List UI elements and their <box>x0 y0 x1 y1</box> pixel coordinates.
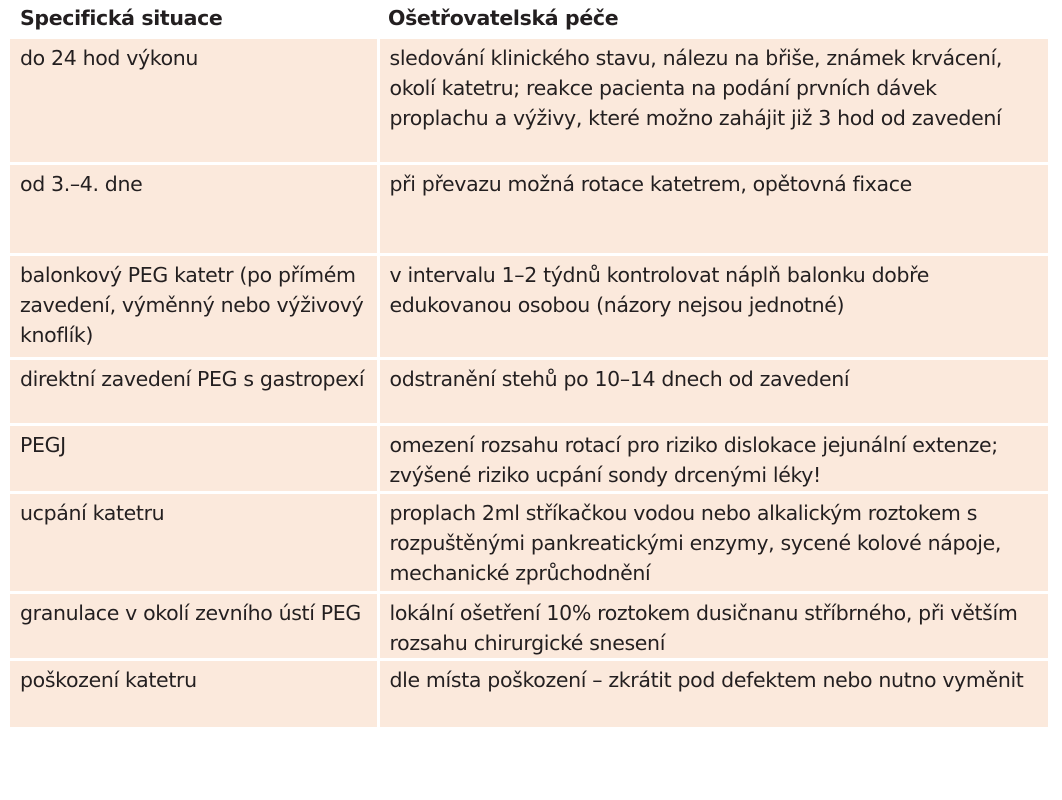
table-row <box>10 359 1048 425</box>
care-cell: dle místa poškození – zkrátit pod defektem nebo nutno vyměnit <box>378 660 1048 729</box>
table-row <box>10 593 1048 660</box>
situation-cell: PEGJ <box>10 425 378 493</box>
situation-cell: balonkový PEG katetr (po přímém zavedení, výměnný nebo výživový knoflík) <box>10 255 378 359</box>
situation-cell: granulace v okolí zevního ústí PEG <box>10 593 378 660</box>
care-cell: v intervalu 1–2 týdnů kontrolovat náplň balonku dobře edukovanou osobou (názory nejsou jednotné) <box>378 255 1048 359</box>
header-situation: Specifická situace <box>10 0 378 38</box>
header-care: Ošetřovatelská péče <box>378 0 1048 38</box>
care-cell: proplach 2ml stříkačkou vodou nebo alkalickým roztokem s rozpuštěnými pankreatickými enzymy, sycené kolové nápoje, mechanické zprůchodnění <box>378 493 1048 593</box>
table-row <box>10 164 1048 255</box>
situation-cell: poškození katetru <box>10 660 378 729</box>
table-row <box>10 425 1048 493</box>
table-row <box>10 38 1048 164</box>
care-cell: omezení rozsahu rotací pro riziko dislokace jejunální extenze; zvýšené riziko ucpání sondy drcenými léky! <box>378 425 1048 493</box>
situation-cell: do 24 hod výkonu <box>10 38 378 164</box>
care-cell: při převazu možná rotace katetrem, opětovná fixace <box>378 164 1048 255</box>
table-row <box>10 660 1048 729</box>
situation-cell: direktní zavedení PEG s gastropexí <box>10 359 378 425</box>
nursing-care-table <box>10 0 1048 730</box>
care-cell: sledování klinického stavu, nálezu na břiše, známek krvácení, okolí katetru; reakce pacienta na podání prvních dávek proplachu a výživy, které možno zahájit již 3 hod od zavedení <box>378 38 1048 164</box>
situation-cell: od 3.–4. dne <box>10 164 378 255</box>
care-cell: odstranění stehů po 10–14 dnech od zavedení <box>378 359 1048 425</box>
table-row <box>10 255 1048 359</box>
situation-cell: ucpání katetru <box>10 493 378 593</box>
care-cell: lokální ošetření 10% roztokem dusičnanu stříbrného, při větším rozsahu chirurgické snesení <box>378 593 1048 660</box>
table-row <box>10 493 1048 593</box>
table-header-row <box>10 0 1048 38</box>
